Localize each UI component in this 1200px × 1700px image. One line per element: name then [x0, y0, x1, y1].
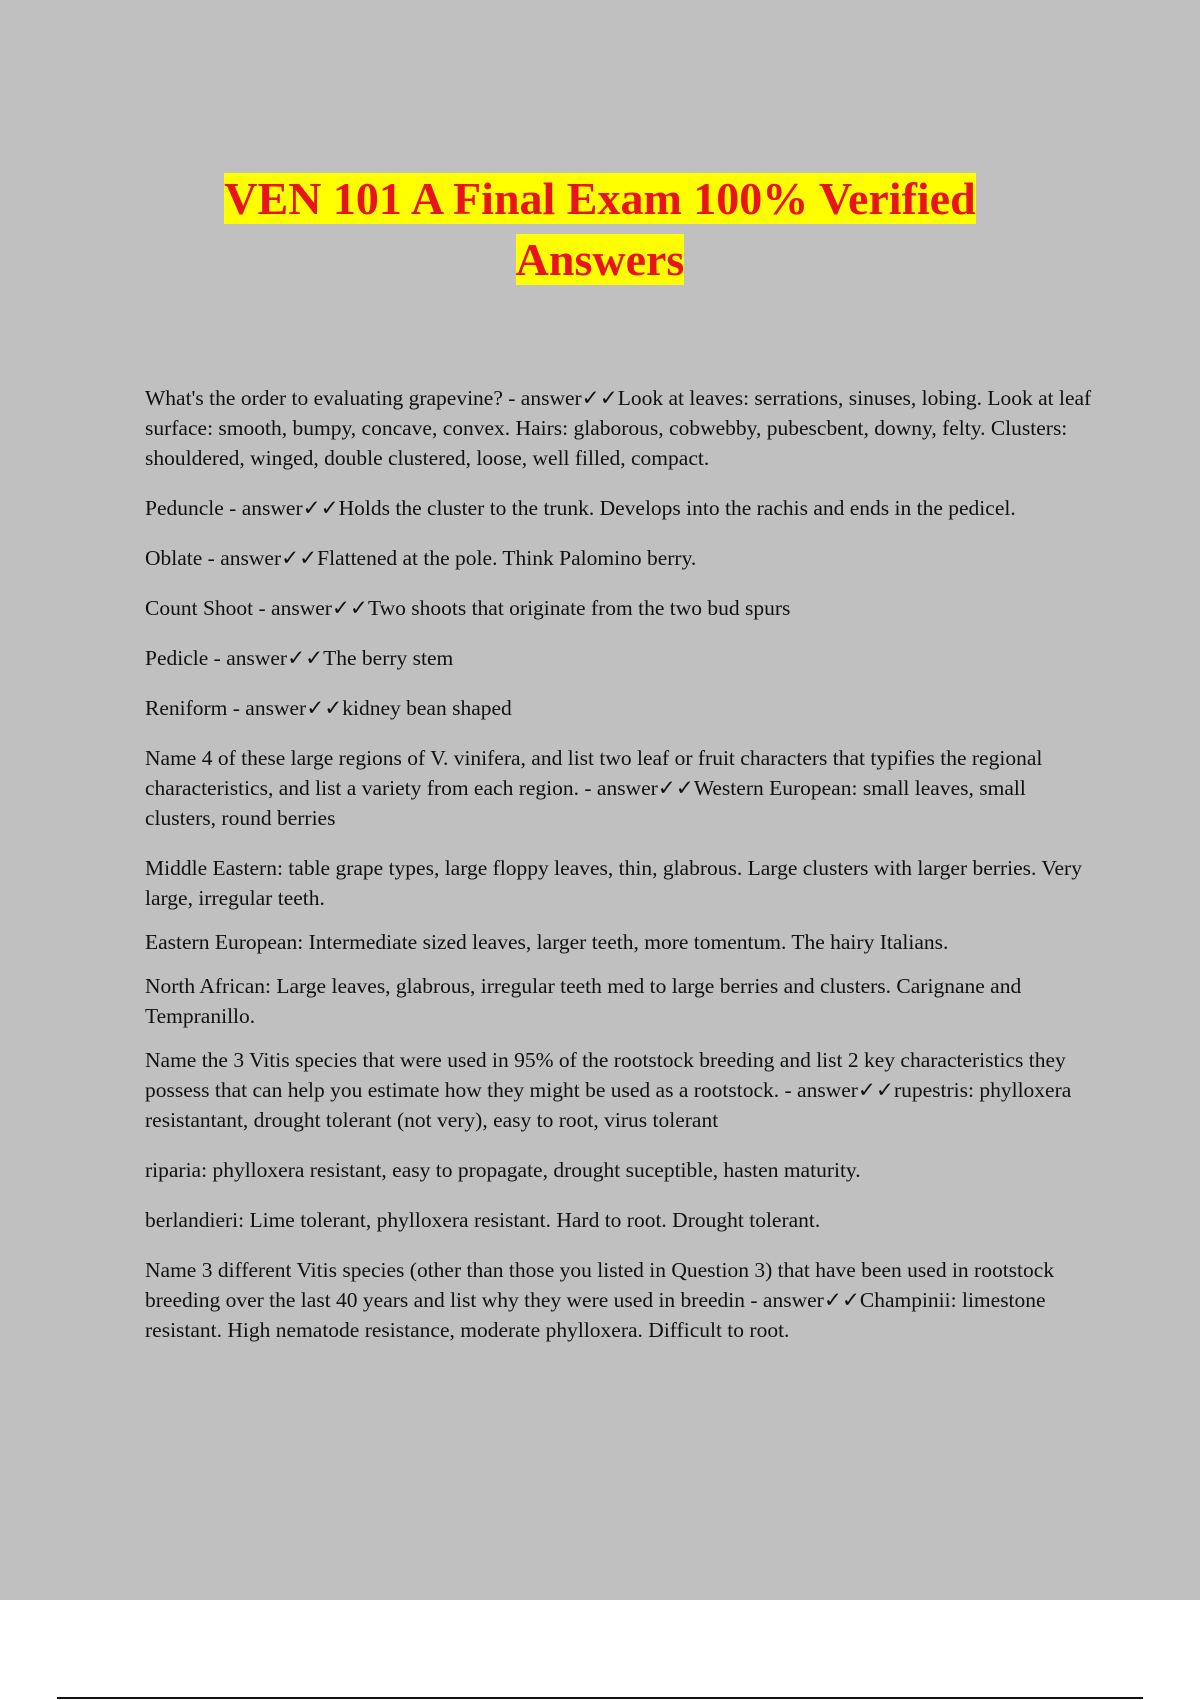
title-line-1: VEN 101 A Final Exam 100% Verified — [224, 173, 976, 224]
qa-entry: Pedicle - answer✓✓The berry stem — [145, 646, 454, 670]
document-body — [145, 383, 1095, 1365]
qa-entry: Name 4 of these large regions of V. vinifera, and list two leaf or fruit characters that typifies the regional characteristics, and list a variety from each region. - answer✓✓Western European: small leaves, small clusters, round berries — [145, 746, 1043, 830]
title-line-2: Answers — [515, 234, 685, 285]
qa-entry: What's the order to evaluating grapevine? - answer✓✓Look at leaves: serrations, sinuses, lobing. Look at leaf surface: smooth, bumpy, concave, convex. Hairs: glaborous, cobwebby, pubescbent, downy, felty. Clusters: shouldered, winged, double clustered, loose, well filled, compact. — [145, 386, 1092, 470]
qa-entry: Name the 3 Vitis species that were used in 95% of the rootstock breeding and list 2 key characteristics they possess that can help you estimate how they might be used as a rootstock. - answer✓✓rupestris: phylloxera resistantant, drought tolerant (not very), easy to root, virus tolerant — [145, 1048, 1072, 1132]
qa-entry: Peduncle - answer✓✓Holds the cluster to the trunk. Develops into the rachis and ends in the pedicel. — [145, 496, 1016, 520]
qa-entry: Eastern European: Intermediate sized leaves, larger teeth, more tomentum. The hairy Italians. — [145, 930, 949, 954]
qa-entry: berlandieri: Lime tolerant, phylloxera resistant. Hard to root. Drought tolerant. — [145, 1208, 821, 1232]
qa-entry: Reniform - answer✓✓kidney bean shaped — [145, 696, 512, 720]
footer-divider — [57, 1697, 1143, 1699]
qa-entry: North African: Large leaves, glabrous, irregular teeth med to large berries and clusters. Carignane and Tempranillo. — [145, 974, 1022, 1028]
qa-entry: Middle Eastern: table grape types, large floppy leaves, thin, glabrous. Large clusters with larger berries. Very large, irregular teeth. — [145, 856, 1082, 910]
qa-entry: riparia: phylloxera resistant, easy to propagate, drought suceptible, hasten maturity. — [145, 1158, 861, 1182]
qa-entry: Count Shoot - answer✓✓Two shoots that originate from the two bud spurs — [145, 596, 791, 620]
page-title — [0, 168, 1200, 290]
qa-entry: Name 3 different Vitis species (other than those you listed in Question 3) that have been used in rootstock breeding over the last 40 years and list why they were used in breedin - answer✓✓Champinii: limestone resistant. High nematode resistance, moderate phylloxera. Difficult to root. — [145, 1258, 1055, 1342]
qa-entry: Oblate - answer✓✓Flattened at the pole. Think Palomino berry. — [145, 546, 697, 570]
